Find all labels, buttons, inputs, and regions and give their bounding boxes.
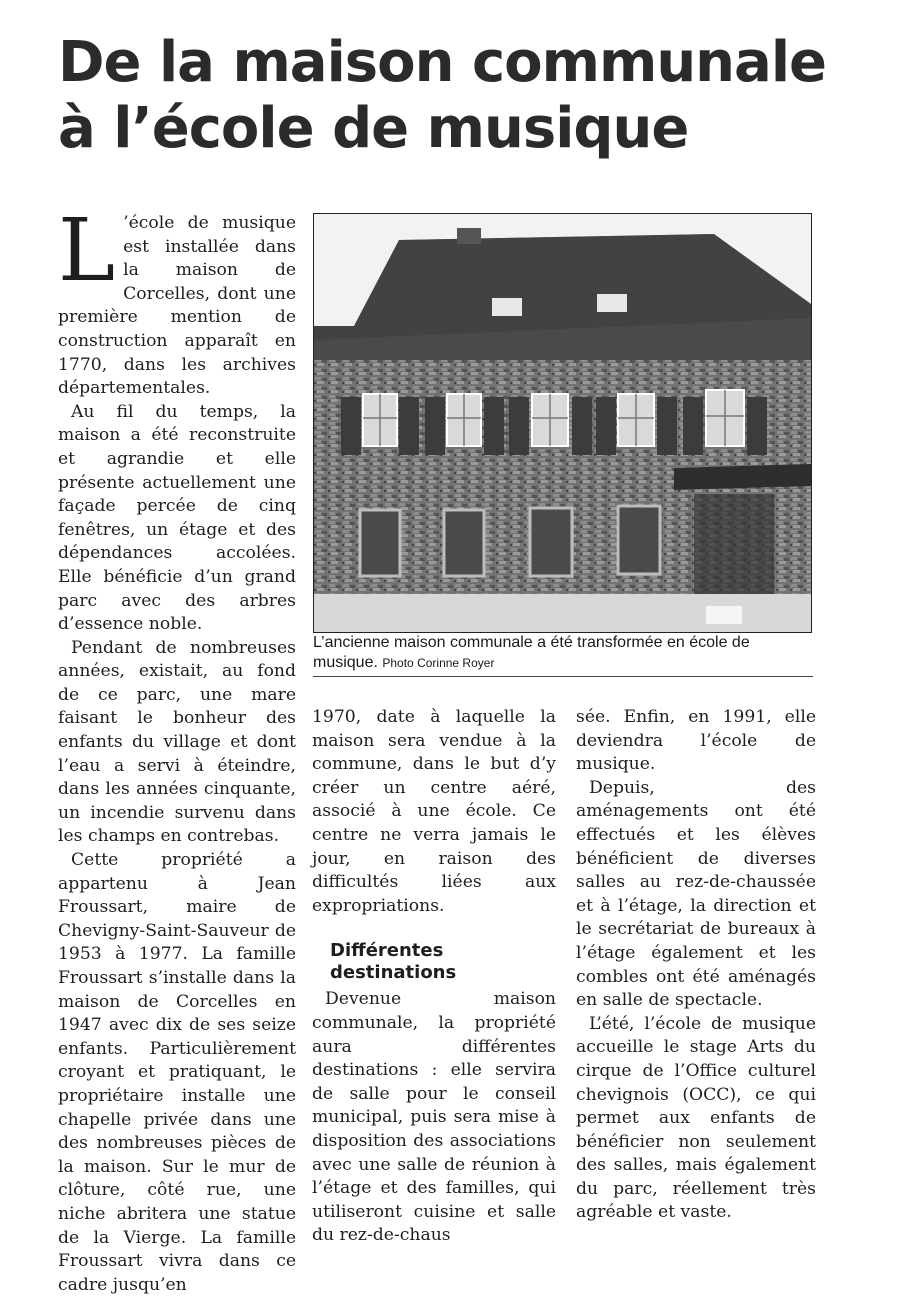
subheading (330, 940, 556, 984)
paragraph-3: Pendant de nombreuses années, existait, au fond de ce parc, une mare faisant le bonheur des enfants du village et dont l’eau a servi à éteindre, dans les années cinquante, un incendie survenu dans les champs en contrebas. (58, 637, 296, 847)
article-photo (313, 213, 812, 633)
subheading-line-2: destinations (330, 962, 457, 984)
paragraph-1-text: ’école de musique est installée dans la maison de Corcelles, dont une première mention de construction apparaît en 1770, dans les archives départementales. (58, 213, 296, 399)
photo-caption (313, 633, 813, 673)
caption-divider (313, 676, 813, 677)
subheading-line-1: Différentes (330, 940, 444, 962)
title-line-2: à l’école de musique (58, 96, 689, 161)
text-column-2 (312, 706, 556, 1248)
paragraph-7: L’été, l’école de musique accueille le stage Arts du cirque de l’Office culturel chevignois (OCC), ce qui permet aux enfants de bénéficier non seulement des salles, mais également du parc, réellement très agréable et vaste. (576, 1013, 816, 1223)
paragraph-4: Cette propriété a appartenu à Jean Froussart, maire de Chevigny-Saint-Sauveur de 1953 à 1977. La famille Froussart s’installe dans la maison de Corcelles en 1947 avec dix de ses seize enfants. Particulièrement croyant et pratiquant, le propriétaire installe une chapelle privée dans une des nombreuses pièces de la maison. Sur le mur de clôture, côté rue, une niche abritera une statue de la Vierge. La famille Froussart vivra dans ce cadre jusqu’en (58, 850, 296, 1295)
caption-text: L’ancienne maison communale a été transformée en école de musique. (313, 634, 750, 671)
house-photo-illustration (314, 214, 811, 632)
paragraph-1 (58, 201, 296, 401)
text-column-1 (58, 201, 296, 1297)
paragraph-2: Au fil du temps, la maison a été reconstruite et agrandie et elle présente actuellement une façade percée de cinq fenêtres, un étage et des dépendances accolées. Elle bénéficie d’un grand parc avec des arbres d’essence noble. (58, 401, 296, 635)
paragraph-4-continued: 1970, date à laquelle la maison sera vendue à la commune, dans le but d’y créer un centre aéré, associé à une école. Ce centre ne verra jamais le jour, en raison des difficultés liées aux expropriations. (312, 707, 556, 916)
paragraph-6: Depuis, des aménagements ont été effectués et les élèves bénéficient de diverses salles au rez-de-chaussée et à l’étage, la direction et le secrétariat de bureaux à l’étage également et les combles ont été aménagés en salle de spectacle. (576, 777, 816, 1011)
article-title (58, 30, 878, 162)
paragraph-5: Devenue maison communale, la propriété aura différentes destinations : elle servira de salle pour le conseil municipal, puis sera mise à disposition des associations avec une salle de réunion à l’étage et des familles, qui utiliseront cuisine et salle du rez-de-chaus (312, 989, 556, 1246)
drop-cap: L (58, 201, 116, 301)
text-column-3 (576, 706, 816, 1225)
photo-credit: Photo Corinne Royer (382, 656, 495, 670)
paragraph-5-continued: sée. Enfin, en 1991, elle deviendra l’école de musique. (576, 707, 816, 775)
title-line-1: De la maison communale (58, 30, 827, 95)
